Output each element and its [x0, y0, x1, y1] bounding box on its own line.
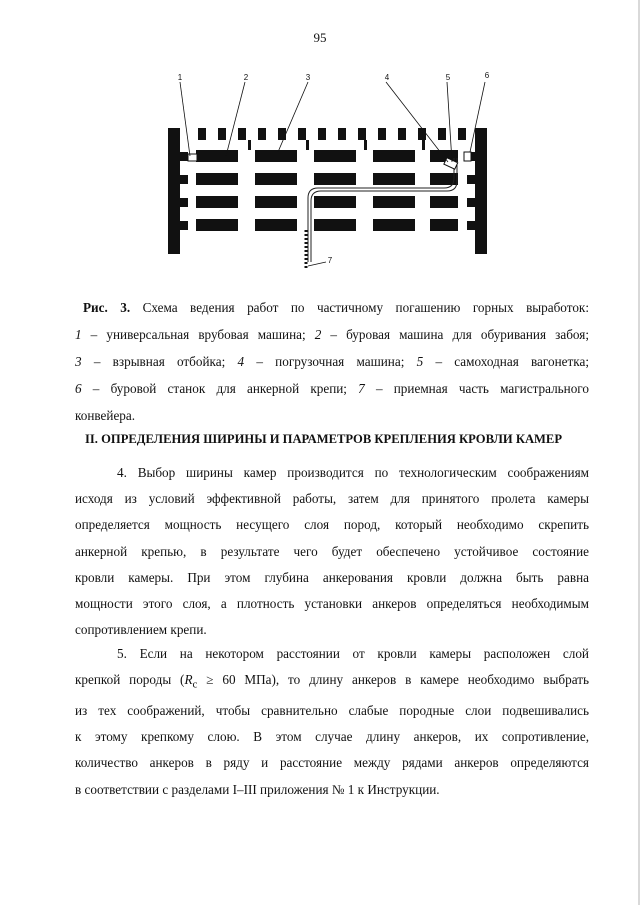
- section-heading: II. ОПРЕДЕЛЕНИЯ ШИРИНЫ И ПАРАМЕТРОВ КРЕПЛЕНИЯ КРОВЛИ КАМЕР: [85, 432, 563, 446]
- callout-number: 6: [484, 71, 490, 80]
- left-wall: [168, 128, 180, 254]
- figure-caption: [75, 294, 589, 429]
- top-pillar: [398, 128, 406, 140]
- wall-notch: [180, 221, 188, 230]
- paragraph-4: [75, 460, 589, 643]
- paragraph-line: к этому крепкому слою. В этом случае длину анкеров, их сопротивление,: [75, 729, 589, 745]
- rock-pillar: [373, 150, 415, 162]
- top-pillar: [318, 128, 326, 140]
- cutting-machine: [188, 154, 197, 161]
- top-pillar: [258, 128, 266, 140]
- rock-pillar: [196, 150, 238, 162]
- rock-pillar: [430, 219, 458, 231]
- paragraph-line: крепкой породы ($R_c \ge 60$ МПа), то длину анкеров в камере необходимо выбрать: [75, 672, 589, 691]
- drilling-machine: [224, 156, 230, 161]
- top-pillar: [238, 128, 246, 140]
- top-pillar: [338, 128, 346, 140]
- top-pillar: [278, 128, 286, 140]
- paragraph-line: из тех соображений, чтобы сравнительно слабые породные слои подвешивались: [75, 703, 589, 719]
- rock-pillar: [373, 196, 415, 208]
- top-pillar: [298, 128, 306, 140]
- mining-scheme-figure: [158, 70, 498, 280]
- mining-scheme-diagram: [158, 70, 498, 280]
- rock-pillar: [314, 196, 356, 208]
- pillar-link: [248, 140, 251, 150]
- paragraph-5: [75, 641, 589, 803]
- paragraph-line: в соответствии с разделами I–III приложения № 1 к Инструкции.: [75, 781, 440, 797]
- callout-leader: [226, 82, 245, 156]
- paragraph-line: количество анкеров в ряду и расстояние между рядами анкеров определяются: [75, 755, 589, 771]
- paragraph-line: анкерной крепью, в результате чего будет обеспечено устойчивое состояние: [75, 543, 589, 559]
- rock-pillar: [314, 219, 356, 231]
- top-pillar: [378, 128, 386, 140]
- top-pillar: [198, 128, 206, 140]
- top-pillar: [438, 128, 446, 140]
- wall-notch: [180, 152, 188, 161]
- wall-notch: [467, 198, 475, 207]
- top-pillar: [458, 128, 466, 140]
- right-wall: [475, 128, 487, 254]
- rock-pillar: [255, 196, 297, 208]
- callout-number: 3: [305, 73, 311, 82]
- top-pillar: [418, 128, 426, 140]
- top-pillar: [218, 128, 226, 140]
- pillar-link: [364, 140, 367, 150]
- rock-pillar: [255, 173, 297, 185]
- top-pillar: [358, 128, 366, 140]
- page-number: 95: [313, 30, 327, 45]
- paragraph-line: сопротивлением крепи.: [75, 622, 207, 638]
- rock-pillar: [255, 219, 297, 231]
- callout-leader: [278, 82, 308, 152]
- caption-line: 3 – взрывная отбойка; 4 – погрузочная машина; 5 – самоходная вагонетка;: [75, 354, 589, 369]
- wall-notch: [180, 198, 188, 207]
- caption-line: 6 – буровой станок для анкерной крепи; 7 – приемная часть магистрального: [75, 381, 589, 396]
- wall-notch: [467, 175, 475, 184]
- rock-pillar: [373, 219, 415, 231]
- rock-pillar: [373, 173, 415, 185]
- wall-notch: [467, 221, 475, 230]
- callout-number: 5: [445, 73, 451, 82]
- callout-number: 7: [327, 256, 333, 265]
- callout-number: 2: [243, 73, 249, 82]
- paragraph-line: 4. Выбор ширины камер производится по технологическим соображениям: [117, 465, 589, 480]
- paragraph-line: кровли камеры. При этом глубина анкерования кровли должна быть равна: [75, 569, 589, 585]
- caption-line: Рис. 3. Схема ведения работ по частичному погашению горных выработок:: [83, 300, 589, 315]
- rock-pillar: [196, 219, 238, 231]
- rock-pillar: [255, 150, 297, 162]
- wall-notch: [180, 175, 188, 184]
- paragraph-line: мощности этого слоя, а плотность установки анкеров определяться необходимым: [75, 596, 589, 612]
- rock-pillar: [196, 173, 238, 185]
- callout-leader: [308, 262, 326, 266]
- pillar-link: [306, 140, 309, 150]
- callout-leader: [180, 82, 190, 156]
- callout-number: 4: [384, 73, 390, 82]
- rock-pillar: [314, 150, 356, 162]
- rock-pillar: [430, 196, 458, 208]
- paragraph-line: исходя из условий эффективной работы, затем для принятого пролета камеры: [75, 491, 589, 507]
- paragraph-line: определяется мощность несущего слоя пород, который необходимо скрепить: [75, 517, 589, 533]
- caption-line: 1 – универсальная врубовая машина; 2 – буровая машина для обуривания забоя;: [75, 327, 589, 342]
- callout-number: 1: [177, 73, 183, 82]
- rock-pillar: [314, 173, 356, 185]
- rock-pillar: [196, 196, 238, 208]
- pillar-link: [422, 140, 425, 150]
- caption-line: конвейера.: [75, 408, 136, 423]
- paragraph-line: 5. Если на некотором расстоянии от кровли камеры расположен слой: [117, 646, 589, 661]
- caption-label: Рис. 3.: [83, 300, 131, 315]
- roof-bolter: [464, 152, 471, 161]
